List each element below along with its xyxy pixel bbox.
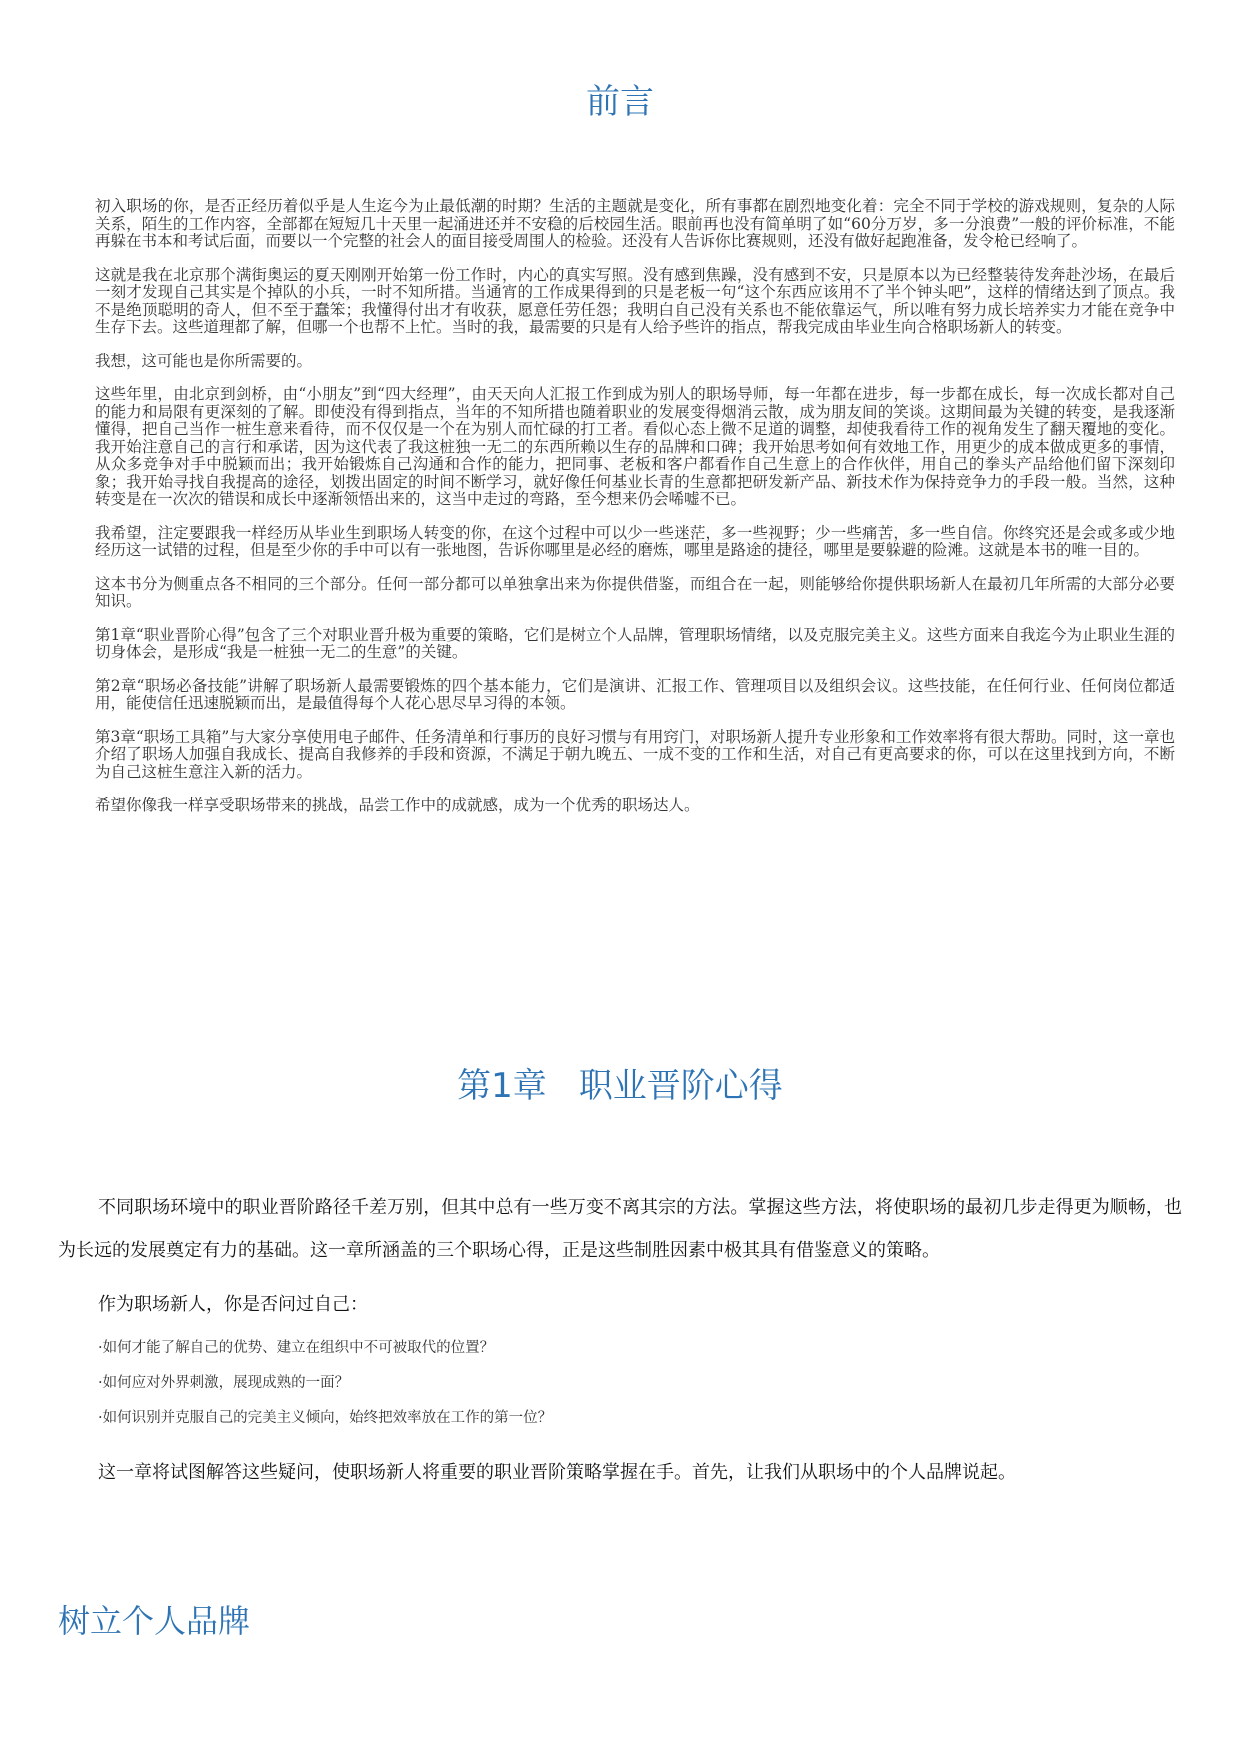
question-item: ·如何应对外界刺激，展现成熟的一面？ xyxy=(98,1375,350,1391)
preface-paragraph: 第3章“职场工具箱”与大家分享使用电子邮件、任务清单和行事历的良好习惯与有用窍门，对职场新人提升专业形象和工作效率将有很大帮助。同时，这一章也介绍了职场人加强自我成长、提高自我修养的手段和资源，不满足于朝九晚五、一成不变的工作和生活，对自己有更高要求的你，可以在这里找到方向，不断为自己这桩生意注入新的活力。 xyxy=(95,727,1175,781)
preface-paragraph: 希望你像我一样享受职场带来的挑战，品尝工作中的成就感，成为一个优秀的职场达人。 xyxy=(95,796,700,814)
preface-paragraph: 我希望，注定要跟我一样经历从毕业生到职场人转变的你，在这个过程中可以少一些迷茫，多一些视野；少一些痛苦，多一些自信。你终究还是会或多或少地经历这一试错的过程，但是至少你的手中可以有一张地图，告诉你哪里是必经的磨炼，哪里是路途的捷径，哪里是要躲避的险滩。这就是本书的唯一目的。 xyxy=(95,523,1175,559)
question-lead: 作为职场新人，你是否问过自己： xyxy=(98,1294,368,1315)
question-item: ·如何才能了解自己的优势、建立在组织中不可被取代的位置？ xyxy=(98,1340,495,1356)
question-item: ·如何识别并克服自己的完美主义倾向，始终把效率放在工作的第一位？ xyxy=(98,1410,553,1426)
question-list xyxy=(98,1338,552,1443)
preface-paragraph: 这就是我在北京那个满街奥运的夏天刚刚开始第一份工作时，内心的真实写照。没有感到焦躁，没有感到不安，只是原本以为已经整装待发奔赴沙场，在最后一刻才发现自己其实是个掉队的小兵，一时不知所措。当通宵的工作成果得到的只是老板一句“这个东西应该用不了半个钟头吧”，这样的情绪达到了顶点。我不是绝顶聪明的奇人，但不至于蠢笨；我懂得付出才有收获，愿意任劳任怨；我明白自己没有关系也不能依靠运气，所以唯有努力成长培养实力才能在竞争中生存下去。这些道理都了解，但哪一个也帮不上忙。当时的我，最需要的只是有人给予些许的指点，帮我完成由毕业生向合格职场新人的转变。 xyxy=(95,265,1175,336)
chapter-intro: 不同职场环境中的职业晋阶路径千差万别，但其中总有一些万变不离其宗的方法。掌握这些方法，将使职场的最初几步走得更为顺畅，也为长远的发展奠定有力的基础。这一章所涵盖的三个职场心得，正是这些制胜因素中极其具有借鉴意义的策略。 xyxy=(58,1197,1182,1261)
preface-paragraph: 第1章“职业晋阶心得”包含了三个对职业晋升极为重要的策略，它们是树立个人品牌，管理职场情绪，以及克服完美主义。这些方面来自我迄今为止职业生涯的切身体会，是形成“我是一桩独一无二的生意”的关键。 xyxy=(95,625,1175,661)
preface-paragraph: 我想，这可能也是你所需要的。 xyxy=(95,351,313,370)
preface-paragraph: 第2章“职场必备技能”讲解了职场新人最需要锻炼的四个基本能力，它们是演讲、汇报工作、管理项目以及组织会议。这些技能，在任何行业、任何岗位都适用，能使信任迅速脱颖而出，是最值得每个人花心思尽早习得的本领。 xyxy=(95,676,1175,712)
preface-paragraph: 初入职场的你，是否正经历着似乎是人生迄今为止最低潮的时期？生活的主题就是变化，所有事都在剧烈地变化着：完全不同于学校的游戏规则，复杂的人际关系，陌生的工作内容，全部都在短短几十天里一起涌进还并不安稳的后校园生活。眼前再也没有简单明了如“60分万岁，多一分浪费”一般的评价标准，不能再躲在书本和考试后面，而要以一个完整的社会人的面目接受周围人的检验。还没有人告诉你比赛规则，还没有做好起跑准备，发令枪已经响了。 xyxy=(95,197,1175,250)
chapter-closing: 这一章将试图解答这些疑问，使职场新人将重要的职业晋阶策略掌握在手。首先，让我们从职场中的个人品牌说起。 xyxy=(98,1462,1016,1483)
chapter-number: 第1章 xyxy=(457,1066,547,1106)
chapter-title xyxy=(0,1058,1240,1107)
chapter-name: 职业晋阶心得 xyxy=(578,1066,783,1106)
preface-title: 前言 xyxy=(586,82,654,122)
preface-paragraph: 这本书分为侧重点各不相同的三个部分。任何一部分都可以单独拿出来为你提供借鉴，而组合在一起，则能够给你提供职场新人在最初几年所需的大部分必要知识。 xyxy=(95,574,1175,610)
section-title: 树立个人品牌 xyxy=(58,1602,251,1640)
preface-body xyxy=(95,198,1175,831)
preface-paragraph: 这些年里，由北京到剑桥，由“小朋友”到“四大经理”，由天天向人汇报工作到成为别人的职场导师，每一年都在进步，每一步都在成长，每一次成长都对自己的能力和局限有更深刻的了解。即使没有得到指点，当年的不知所措也随着职业的发展变得烟消云散，成为朋友间的笑谈。这期间最为关键的转变，是我逐渐懂得，把自己当作一桩生意来看待，而不仅仅是一个在为别人而忙碌的打工者。看似心态上微不足道的调整，却使我看待工作的视角发生了翻天覆地的变化。我开始注意自己的言行和承诺，因为这代表了我这桩独一无二的东西所赖以生存的品牌和口碑；我开始思考如何有效地工作，用更少的成本做成更多的事情，从众多竞争对手中脱颖而出；我开始锻炼自己沟通和合作的能力，把同事、老板和客户都看作自己生意上的合作伙伴，用自己的拳头产品给他们留下深刻印象；我开始寻找自我提高的途径，划拨出固定的时间不断学习，就好像任何基业长青的生意都把研发新产品、新技术作为保持竞争力的手段一般。当然，这种转变是在一次次的错误和成长中逐渐领悟出来的，这当中走过的弯路，至今想来仍会唏嘘不已。 xyxy=(95,385,1175,508)
